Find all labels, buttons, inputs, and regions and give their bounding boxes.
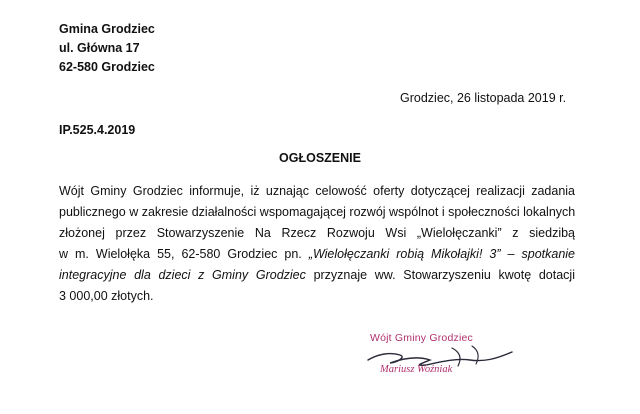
body-text-segment: przyznaje ww. Stowarzyszeniu kwotę dotacji <box>305 268 575 282</box>
sender-street: ul. Główna 17 <box>59 41 140 55</box>
project-name-italic: „Wielołęczanki robią Mikołajki! 3” – spotkanie <box>308 247 576 261</box>
body-line: publicznego w zakresie działalności wspomagającej rozwój wspólnot i społeczności lokalnych <box>59 205 576 219</box>
body-line <box>59 265 575 286</box>
project-name-italic-cont: integracyjne dla dzieci z Gminy Grodziec <box>59 268 306 282</box>
announcement-body <box>59 181 575 307</box>
stamp-title: Wójt Gminy Grodziec <box>370 332 473 344</box>
sender-postal-city: 62-580 Grodziec <box>59 60 155 74</box>
document-title: OGŁOSZENIE <box>279 151 361 165</box>
sender-address <box>59 20 155 77</box>
reference-number: IP.525.4.2019 <box>59 123 136 137</box>
body-line: Wójt Gminy Grodziec informuje, iż uznając celowość oferty dotyczącej realizacji zadania <box>59 184 575 198</box>
body-line <box>59 244 575 265</box>
stamp-signatory-name: Mariusz Woźniak <box>380 364 453 375</box>
signature-stamp <box>360 332 520 402</box>
body-line: złożonej przez Stowarzyszenie Na Rzecz Rozwoju Wsi „Wielołęczanki” z siedzibą <box>59 226 575 240</box>
body-text-segment: w m. Wielołęka 55, 62-580 Grodziec pn. <box>59 247 309 261</box>
body-line-amount: 3 000,00 złotych. <box>59 289 154 303</box>
place-date-line: Grodziec, 26 listopada 2019 r. <box>400 91 567 105</box>
sender-name: Gmina Grodziec <box>59 22 155 36</box>
